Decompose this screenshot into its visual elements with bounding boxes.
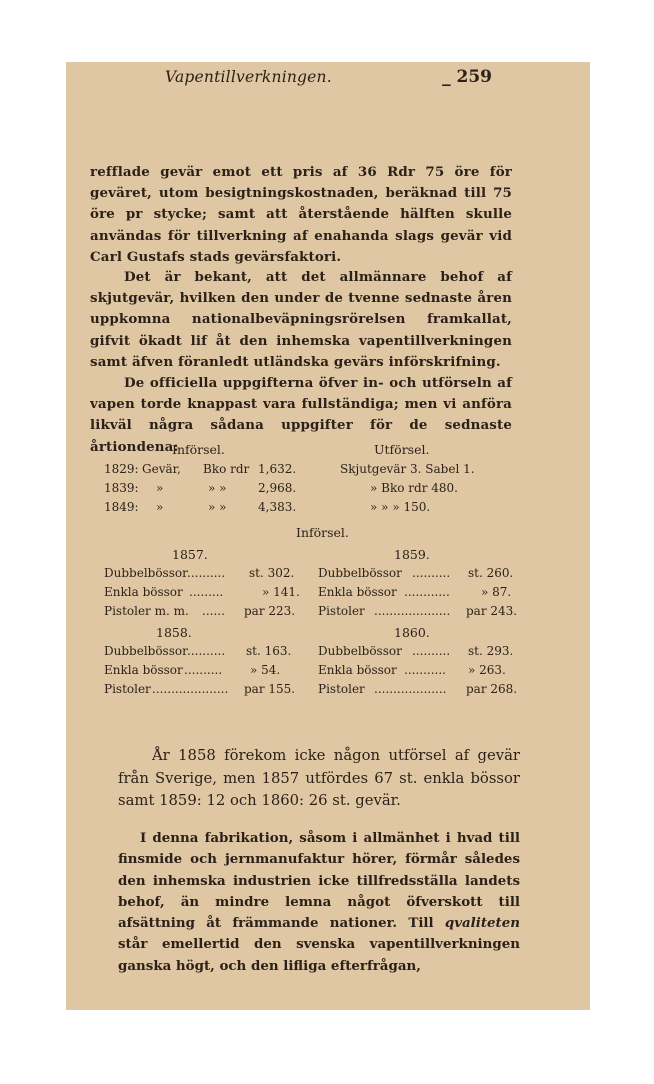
- item-cell: Pistoler m. m.: [104, 604, 189, 618]
- page-number: _ 259: [442, 67, 492, 87]
- paragraph-text: refflade gevär emot ett pris af 36 Rdr 75 öre för geväret, utom besigtningskostnaden, beräknad till 75 öre pr stycke; samt att återstående hälften skulle användas för tillverkning af enahanda slags gevär vid Carl Gustafs stads gevärsfaktori.: [90, 164, 512, 265]
- value-cell: » 263.: [468, 663, 506, 677]
- year-heading: 1860.: [394, 625, 430, 640]
- item-cell: Gevär,: [142, 462, 181, 476]
- item-cell: Pistoler: [318, 682, 365, 696]
- value-cell: par 243.: [466, 604, 518, 618]
- year-heading: 1859.: [394, 547, 430, 562]
- leader-dots: ....................: [374, 604, 451, 618]
- paragraph-text: Det är bekant, att det allmännare behof af skjutgevär, hvilken den under de tvenne sednaste åren uppkomna nationalbeväpningsrörelsen framkallat, gifvit ökadt lif åt den inhemska vapentillverkningen samt äfven föranledt utländska gevärs införskrifning.: [90, 269, 512, 370]
- text-run: I denna fabrikation, såsom i allmänhet i hvad till finsmide och jernmanufaktur hörer, förmår således den inhemska industrien icke tillfredsställa landets behof, än mindre lemna något öfverskott till afsättning åt främmande nationer. Till: [118, 830, 520, 932]
- text-run: står emellertid den svenska vapentillverkningen ganska högt, och den lifliga efterfrågan,: [118, 936, 520, 974]
- paragraph-text: År 1858 förekom icke någon utförsel af gevär från Sverige, men 1857 utfördes 67 st. enkla bössor samt 1859: 12 och 1860: 26 st. gevär.: [118, 747, 520, 810]
- leader-dots: ..........: [412, 644, 451, 658]
- value-cell: » 87.: [481, 585, 512, 599]
- running-title: Vapentillverkningen.: [165, 68, 332, 86]
- paragraph-2: [90, 267, 512, 373]
- leader-dots: ..........: [187, 566, 226, 580]
- leader-dots: ...........: [404, 663, 446, 677]
- table-row: [104, 479, 324, 498]
- year-heading: 1858.: [156, 625, 192, 640]
- table-row: [104, 642, 304, 661]
- value-cell: » 141.: [262, 585, 300, 599]
- item-cell: Pistoler: [318, 604, 365, 618]
- item-cell: Enkla bössor: [104, 663, 183, 677]
- leader-dots: .........: [189, 585, 224, 599]
- paragraph-5: [118, 828, 520, 977]
- leader-dots: ......: [202, 604, 225, 618]
- table-row: [340, 460, 520, 479]
- item-cell: Enkla bössor: [318, 663, 397, 677]
- item-cell: » Bko rdr 480.: [370, 481, 458, 495]
- table-row: [340, 498, 520, 517]
- item-cell: Skjutgevär 3. Sabel 1.: [340, 462, 475, 476]
- value-cell: par 268.: [466, 682, 518, 696]
- column-header: Införsel.: [172, 442, 225, 457]
- item-cell: » » » 150.: [370, 500, 431, 514]
- item-cell: Enkla bössor: [318, 585, 397, 599]
- item-cell: Enkla bössor: [104, 585, 183, 599]
- item-cell: »: [156, 481, 164, 495]
- italic-word: qvaliteten: [444, 915, 520, 932]
- table-row: [318, 564, 518, 583]
- leader-dots: ....................: [152, 682, 229, 696]
- year-cell: 1849:: [104, 500, 139, 514]
- table-row: [340, 479, 520, 498]
- value-cell: st. 260.: [468, 566, 514, 580]
- item-cell: Pistoler: [104, 682, 151, 696]
- leader-dots: ..........: [412, 566, 451, 580]
- year-cell: 1839:: [104, 481, 139, 495]
- value-cell: 2,968.: [258, 481, 297, 495]
- table-row: [104, 680, 304, 699]
- column-header: Utförsel.: [374, 442, 430, 457]
- value-cell: par 223.: [244, 604, 296, 618]
- value-cell: » 54.: [250, 663, 281, 677]
- table-row: [318, 583, 518, 602]
- item-cell: Dubbelbössor: [318, 566, 402, 580]
- year-heading: 1857.: [172, 547, 208, 562]
- paragraph-3: [90, 373, 512, 458]
- table-row: [104, 602, 304, 621]
- paragraph-1: [90, 162, 512, 268]
- value-cell: par 155.: [244, 682, 296, 696]
- leader-dots: ..........: [184, 663, 223, 677]
- unit-cell: » »: [208, 500, 227, 514]
- value-cell: st. 293.: [468, 644, 514, 658]
- value-cell: st. 302.: [249, 566, 295, 580]
- paragraph-text: De officiella uppgifterna öfver in- och utförseln af vapen torde knappast vara fullständiga; men vi anföra likväl några sådana uppgifter för de sednaste årtiondena:: [90, 375, 512, 455]
- value-cell: 4,383.: [258, 500, 297, 514]
- item-cell: Dubbelbössor: [104, 566, 188, 580]
- unit-cell: » »: [208, 481, 227, 495]
- table-row: [318, 661, 518, 680]
- year-cell: 1829:: [104, 462, 139, 476]
- table-row: [104, 460, 324, 479]
- table-row: [318, 642, 518, 661]
- leader-dots: ..........: [187, 644, 226, 658]
- table-row: [318, 602, 518, 621]
- table-row: [318, 680, 518, 699]
- value-cell: 1,632.: [258, 462, 297, 476]
- item-cell: Dubbelbössor: [104, 644, 188, 658]
- leader-dots: ............: [404, 585, 450, 599]
- unit-cell: Bko rdr: [203, 462, 250, 476]
- item-cell: Dubbelbössor: [318, 644, 402, 658]
- item-cell: »: [156, 500, 164, 514]
- page-header: [128, 68, 523, 90]
- leader-dots: ...................: [374, 682, 447, 696]
- table-row: [104, 583, 304, 602]
- import-heading-later: Införsel.: [296, 525, 349, 540]
- paragraph-4: [118, 745, 520, 813]
- table-row: [104, 661, 304, 680]
- table-row: [104, 498, 324, 517]
- table-row: [104, 564, 304, 583]
- paragraph-text: [118, 828, 520, 977]
- value-cell: st. 163.: [246, 644, 292, 658]
